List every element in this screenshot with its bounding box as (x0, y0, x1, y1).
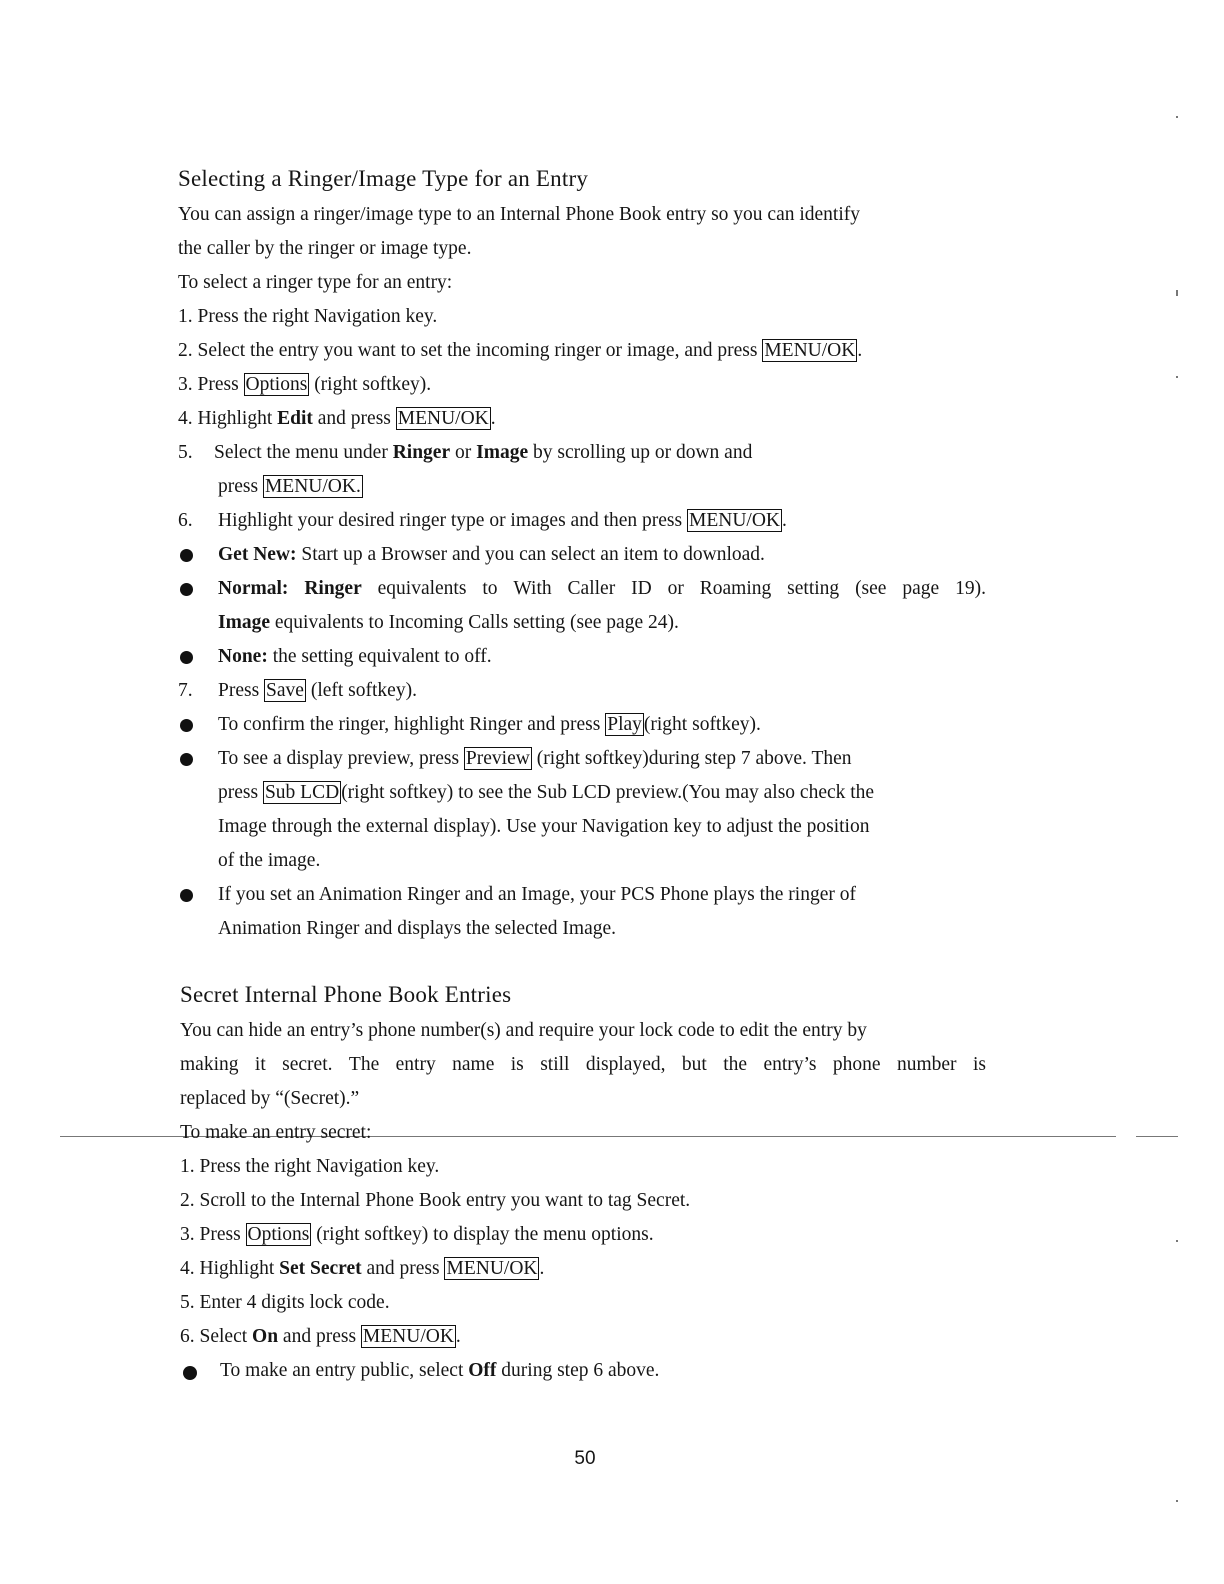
section-heading-ringer-image: Selecting a Ringer/Image Type for an Entry (178, 166, 589, 191)
word: (see (855, 578, 887, 599)
menu-ok-key-label: MENU/OK (397, 408, 489, 429)
step-text: 4. Highlight (180, 1258, 280, 1279)
menu-ok-key-label: MENU/OK (688, 510, 780, 531)
step-text: (right softkey) to display the menu options. (311, 1224, 654, 1245)
word: entry’s (763, 1054, 817, 1075)
bold-term: Get New: (218, 544, 297, 565)
bullet-dot (180, 719, 193, 732)
bullet-display-preview-continued: of the image. (218, 850, 321, 871)
bullet-get-new (218, 543, 765, 567)
step-text: and press (312, 408, 396, 429)
word: phone (832, 1054, 881, 1075)
scan-speck (1176, 116, 1178, 118)
step-text: Press (218, 680, 265, 701)
bullet-text: during step 6 above. (496, 1360, 660, 1381)
section-heading-secret-entries: Secret Internal Phone Book Entries (180, 982, 512, 1007)
step-text: 3. Press (178, 374, 244, 395)
scan-speck (1176, 290, 1178, 296)
step-4 (178, 407, 496, 431)
save-key-label: Save (266, 680, 304, 701)
word: making (180, 1054, 239, 1075)
step-text: and press (278, 1326, 361, 1347)
step-number: 7. (178, 680, 193, 701)
word: equivalents (377, 578, 467, 599)
step-6 (218, 509, 787, 533)
step-text: 4. Highlight (178, 408, 278, 429)
scan-speck (1176, 1240, 1178, 1242)
menu-ok-key-label: MENU/OK. (264, 476, 361, 497)
bullet-text: (right softkey). (643, 714, 761, 735)
play-key-label: Play (607, 714, 642, 735)
step-4 (180, 1257, 544, 1281)
step-text: . (781, 510, 787, 531)
word: is (972, 1054, 986, 1075)
step-text: by scrolling up or down and (528, 442, 753, 463)
bullet-normal (218, 577, 986, 601)
word: 19). (955, 578, 986, 599)
bullet-text: the setting equivalent to off. (267, 646, 492, 667)
step-3 (180, 1223, 654, 1247)
step-text: . (490, 408, 496, 429)
word: it (254, 1054, 266, 1075)
bullet-animation-ringer: If you set an Animation Ringer and an Image, your PCS Phone plays the ringer of (218, 884, 856, 905)
scan-artifact-line (1136, 1136, 1178, 1137)
paragraph-line: You can assign a ringer/image type to an Internal Phone Book entry so you can identify (178, 204, 860, 225)
bold-term: Image (218, 612, 270, 633)
bold-term: Normal: (218, 578, 289, 599)
step-7 (218, 679, 417, 703)
preview-key-label: Preview (465, 748, 530, 769)
step-text: . (539, 1258, 545, 1279)
step-number: 5. (178, 442, 193, 463)
bullet-make-public (220, 1359, 659, 1383)
word: Roaming (699, 578, 772, 599)
step-text: press (218, 476, 263, 497)
step-2: 2. Scroll to the Internal Phone Book entry you want to tag Secret. (180, 1190, 691, 1211)
bullet-dot (180, 549, 193, 562)
step-text: 3. Press (180, 1224, 246, 1245)
paragraph-line: You can hide an entry’s phone number(s) and require your lock code to edit the entry by (180, 1020, 867, 1041)
word: Caller (567, 578, 616, 599)
bullet-text: Start up a Browser and you can select an item to download. (296, 544, 765, 565)
options-key-label: Options (245, 374, 308, 395)
step-text: . (857, 340, 863, 361)
paragraph-line (180, 1053, 986, 1077)
word: is (510, 1054, 524, 1075)
step-5 (214, 441, 752, 465)
step-2 (178, 339, 862, 363)
bullet-dot (180, 583, 193, 596)
paragraph-line: To select a ringer type for an entry: (178, 272, 453, 293)
step-6 (180, 1325, 461, 1349)
bullet-dot (180, 889, 193, 902)
word: With (513, 578, 552, 599)
word: secret. (282, 1054, 333, 1075)
step-text: Highlight your desired ringer type or images and then press (218, 510, 687, 531)
menu-ok-key-label: MENU/OK (362, 1326, 454, 1347)
paragraph-line: To make an entry secret: (180, 1122, 372, 1143)
bullet-normal-continued (218, 611, 679, 635)
word: to (482, 578, 498, 599)
bullet-dot (183, 1366, 197, 1380)
word: setting (787, 578, 840, 599)
bold-term: Ringer (392, 442, 451, 463)
bullet-dot (180, 753, 193, 766)
word: ID (631, 578, 652, 599)
step-text: 6. Select (180, 1326, 253, 1347)
paragraph-line: replaced by “(Secret).” (180, 1088, 360, 1109)
bullet-text: equivalents to Incoming Calls setting (see page 24). (270, 612, 679, 633)
word: or (667, 578, 684, 599)
step-text: and press (361, 1258, 445, 1279)
step-text: or (450, 442, 477, 463)
step-text: 2. Select the entry you want to set the incoming ringer or image, and press (178, 340, 763, 361)
scan-speck (1176, 1500, 1178, 1502)
menu-ok-key-label: MENU/OK (446, 1258, 538, 1279)
bold-term: Edit (277, 408, 313, 429)
bullet-text: (right softkey) to see the Sub LCD preview.(You may also check the (341, 782, 875, 803)
word: number (896, 1054, 957, 1075)
bullet-confirm-ringer (218, 713, 761, 737)
menu-ok-key-label: MENU/OK (764, 340, 856, 361)
step-5-continued (218, 475, 363, 499)
bullet-display-preview-continued (218, 781, 874, 805)
step-5: 5. Enter 4 digits lock code. (180, 1292, 390, 1313)
word: The (348, 1054, 380, 1075)
options-key-label: Options (247, 1224, 310, 1245)
step-3 (178, 373, 431, 397)
bullet-text: To see a display preview, press (218, 748, 464, 769)
step-1: 1. Press the right Navigation key. (180, 1156, 440, 1177)
step-text: (right softkey). (309, 374, 432, 395)
bullet-text: press (218, 782, 263, 803)
word: still (540, 1054, 570, 1075)
sub-lcd-key-label: Sub LCD (264, 782, 340, 803)
paragraph-line: the caller by the ringer or image type. (178, 238, 472, 259)
bold-term: Image (476, 442, 529, 463)
scan-speck (1176, 376, 1178, 378)
bullet-display-preview (218, 747, 852, 771)
bullet-none (218, 645, 492, 669)
word: entry (395, 1054, 436, 1075)
bullet-text: To confirm the ringer, highlight Ringer and press (218, 714, 606, 735)
bullet-dot (180, 651, 193, 664)
bullet-text: To make an entry public, select (220, 1360, 469, 1381)
step-1: 1. Press the right Navigation key. (178, 306, 438, 327)
bold-term: Ringer (304, 578, 362, 599)
step-text: (left softkey). (305, 680, 417, 701)
page-number: 50 (574, 1448, 596, 1469)
word: but (681, 1054, 707, 1075)
word: name (452, 1054, 495, 1075)
bullet-text: (right softkey)during step 7 above. Then (531, 748, 852, 769)
word: displayed, (585, 1054, 666, 1075)
bullet-animation-ringer-continued: Animation Ringer and displays the selected Image. (218, 918, 617, 939)
word: the (723, 1054, 748, 1075)
bold-term: On (252, 1326, 279, 1347)
bold-term: None: (218, 646, 268, 667)
step-number: 6. (178, 510, 193, 531)
bold-term: Off (468, 1360, 497, 1381)
word: page (902, 578, 940, 599)
bold-term: Set Secret (279, 1258, 362, 1279)
bullet-display-preview-continued: Image through the external display). Use your Navigation key to adjust the position (218, 816, 870, 837)
step-text: Select the menu under (214, 442, 393, 463)
step-text: . (455, 1326, 461, 1347)
